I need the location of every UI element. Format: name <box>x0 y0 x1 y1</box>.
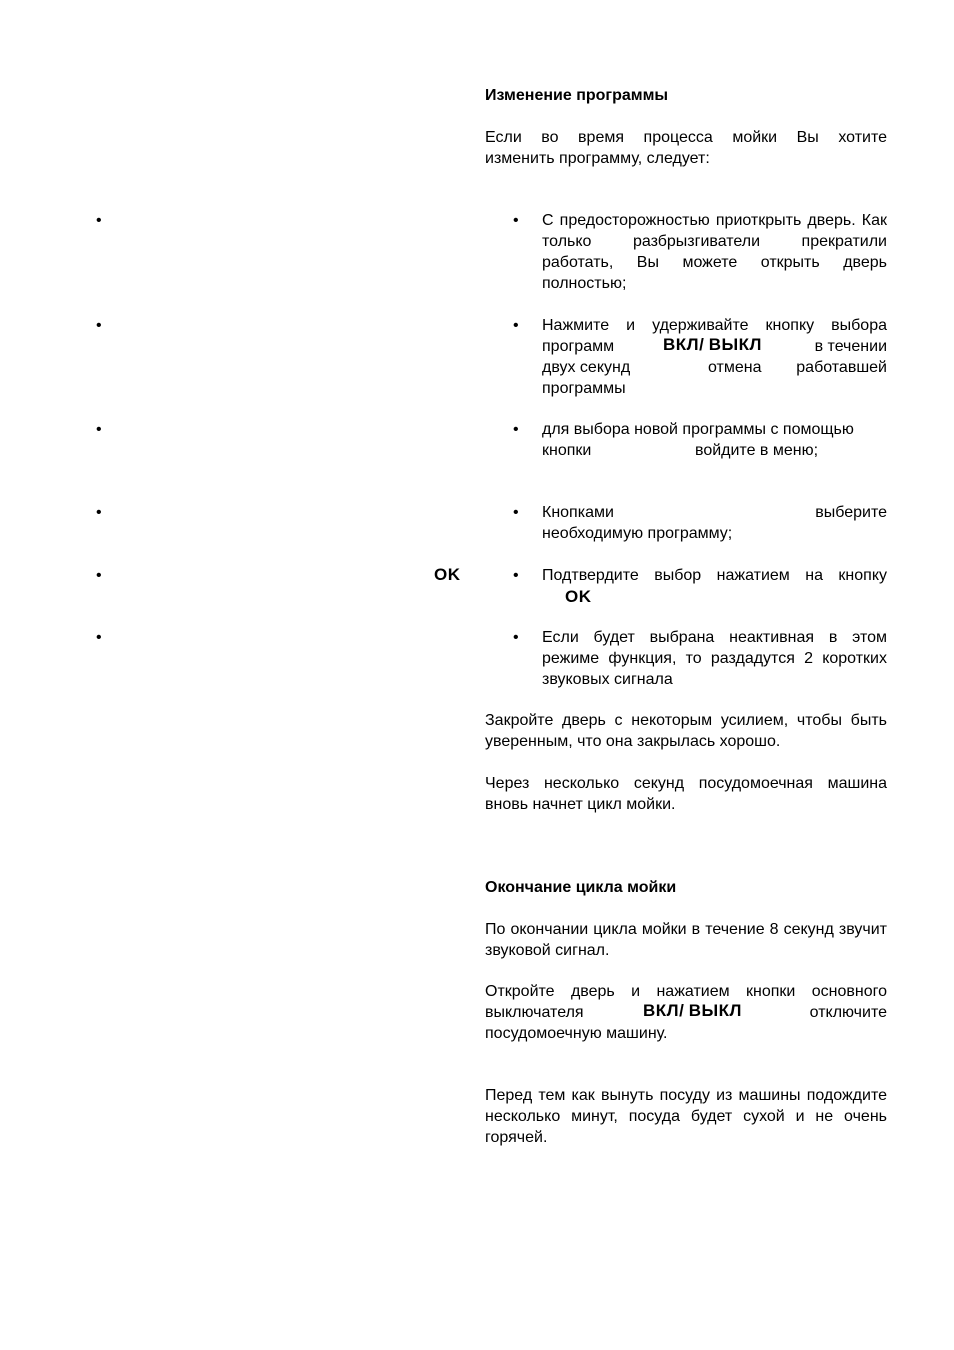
bullet-dot: • <box>513 317 519 334</box>
intro-paragraph <box>485 127 887 169</box>
left-bullet-5: • <box>96 567 102 584</box>
left-bullet-1: • <box>96 212 102 229</box>
bullet-dot: • <box>513 567 519 584</box>
left-bullet-4: • <box>96 504 102 521</box>
left-bullet-6: • <box>96 629 102 646</box>
bullet-dot: • <box>513 629 519 646</box>
paragraph-close-door: Закройте дверь с некоторым усилием, чтобы быть уверенным, что она закрылась хорошо. <box>485 712 887 750</box>
intro-line-2: изменить программу, следует: <box>485 150 710 167</box>
bullet-text: Если будет выбрана неактивная в этом режиме функция, то раздадутся 2 коротких звуковых сигнала <box>542 629 887 688</box>
intro-line-1: Если во время процесса мойки Вы хотите <box>485 129 887 146</box>
ok-key-label: OK <box>565 587 592 606</box>
section-title-change-program: Изменение программы <box>485 87 669 104</box>
left-bullet-2: • <box>96 317 102 334</box>
paragraph-end-signal: По окончании цикла мойки в течение 8 секунд звучит звуковой сигнал. <box>485 921 887 959</box>
main-switch-on-off-key-label: ВКЛ/ ВЫКЛ <box>643 1001 742 1020</box>
paragraph-wait-before-unloading: Перед тем как вынуть посуду из машины подождите несколько минут, посуда будет сухой и не очень горячей. <box>485 1087 887 1146</box>
bullet-dot: • <box>513 504 519 521</box>
section-title-end-cycle: Окончание цикла мойки <box>485 879 677 896</box>
bullet-text: С предосторожностью приоткрыть дверь. Как только разбрызгиватели прекратили работать, Вы можете открыть дверь полностью; <box>542 212 887 292</box>
left-ok-key-label: OK <box>434 565 461 584</box>
on-off-key-label: ВКЛ/ ВЫКЛ <box>663 335 762 354</box>
left-bullet-3: • <box>96 421 102 438</box>
paragraph-resume-cycle: Через несколько секунд посудомоечная машина вновь начнет цикл мойки. <box>485 775 887 813</box>
bullet-dot: • <box>513 212 519 229</box>
bullet-dot: • <box>513 421 519 438</box>
paragraph-switch-off: Откройте дверь и нажатием кнопки основного выключателя ВКЛ/ ВЫКЛ отключите посудомоечную машину. <box>485 983 887 1042</box>
